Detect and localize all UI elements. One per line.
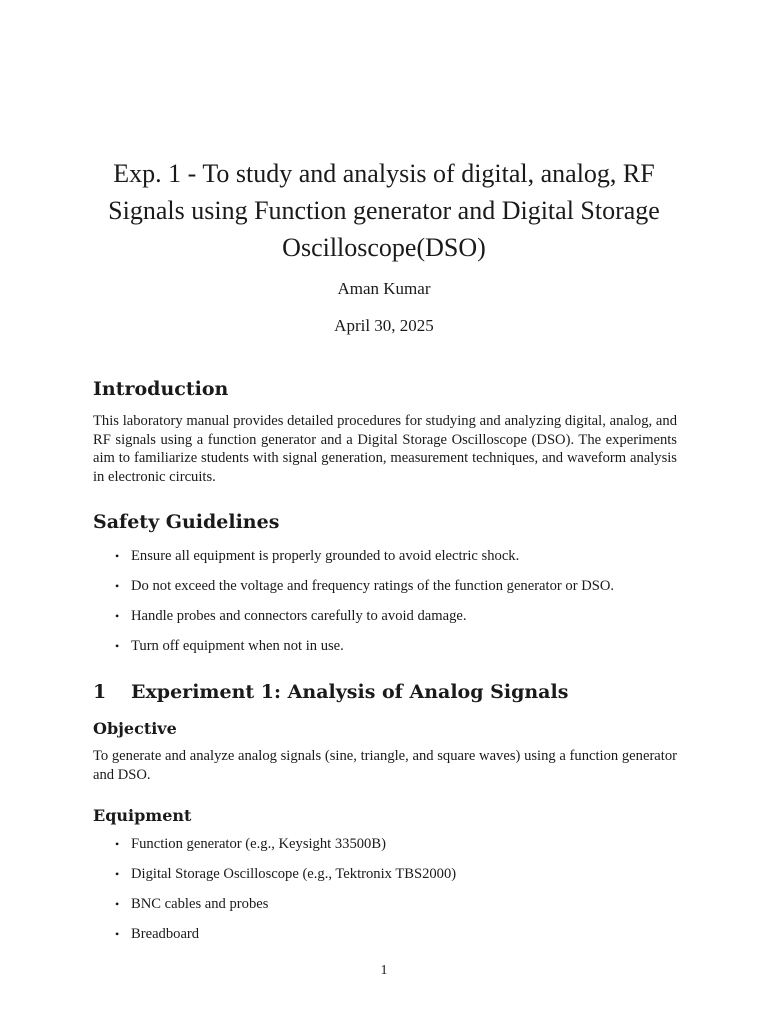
safety-item-text: Do not exceed the voltage and frequency ratings of the function generator or DSO.: [131, 578, 615, 594]
equipment-heading: Equipment: [93, 806, 192, 825]
equipment-item-text: Digital Storage Oscilloscope (e.g., Tektronix TBS2000): [131, 866, 457, 882]
document-title: Exp. 1 - To study and analysis of digital, analog, RF Signals using Function generator and Digital Storage Oscilloscope(DSO): [108, 159, 660, 262]
bullet-icon: •: [115, 639, 120, 653]
list-item: [93, 865, 693, 895]
list-item: [93, 925, 693, 955]
bullet-icon: •: [115, 897, 120, 911]
list-item: [93, 547, 693, 577]
page-number: 1: [380, 963, 388, 978]
equipment-item-text: Breadboard: [131, 926, 200, 942]
safety-item-text: Handle probes and connectors carefully to avoid damage.: [131, 608, 467, 624]
objective-text: To generate and analyze analog signals (sine, triangle, and square waves) using a function generator and DSO.: [93, 748, 677, 783]
document-date: April 30, 2025: [334, 316, 434, 335]
objective-heading: Objective: [93, 719, 177, 738]
safety-list: [93, 547, 693, 667]
safety-item-text: Turn off equipment when not in use.: [131, 638, 344, 654]
safety-item-text: Ensure all equipment is properly grounded to avoid electric shock.: [131, 548, 520, 564]
bullet-icon: •: [115, 927, 120, 941]
section-title: Experiment 1: Analysis of Analog Signals: [131, 681, 569, 703]
list-item: [93, 607, 693, 637]
section-number: 1: [93, 681, 107, 703]
bullet-icon: •: [115, 837, 120, 851]
bullet-icon: •: [115, 867, 120, 881]
list-item: [93, 577, 693, 607]
equipment-item-text: Function generator (e.g., Keysight 33500B): [131, 836, 386, 852]
introduction-heading: Introduction: [93, 378, 229, 400]
bullet-icon: •: [115, 609, 120, 623]
bullet-icon: •: [115, 549, 120, 563]
safety-heading: Safety Guidelines: [93, 511, 280, 533]
equipment-list: [93, 835, 693, 955]
introduction-text: This laboratory manual provides detailed procedures for studying and analyzing digital, analog, and RF signals using a function generator and a Digital Storage Oscilloscope (DSO). The experiments aim to familiarize students with signal generation, measurement techniques, and waveform analysis in electronic circuits.: [93, 413, 677, 485]
list-item: [93, 895, 693, 925]
section-1-heading: [93, 680, 568, 704]
equipment-item-text: BNC cables and probes: [131, 896, 269, 912]
author-name: Aman Kumar: [337, 279, 431, 298]
list-item: [93, 835, 693, 865]
bullet-icon: •: [115, 579, 120, 593]
list-item: [93, 637, 693, 667]
